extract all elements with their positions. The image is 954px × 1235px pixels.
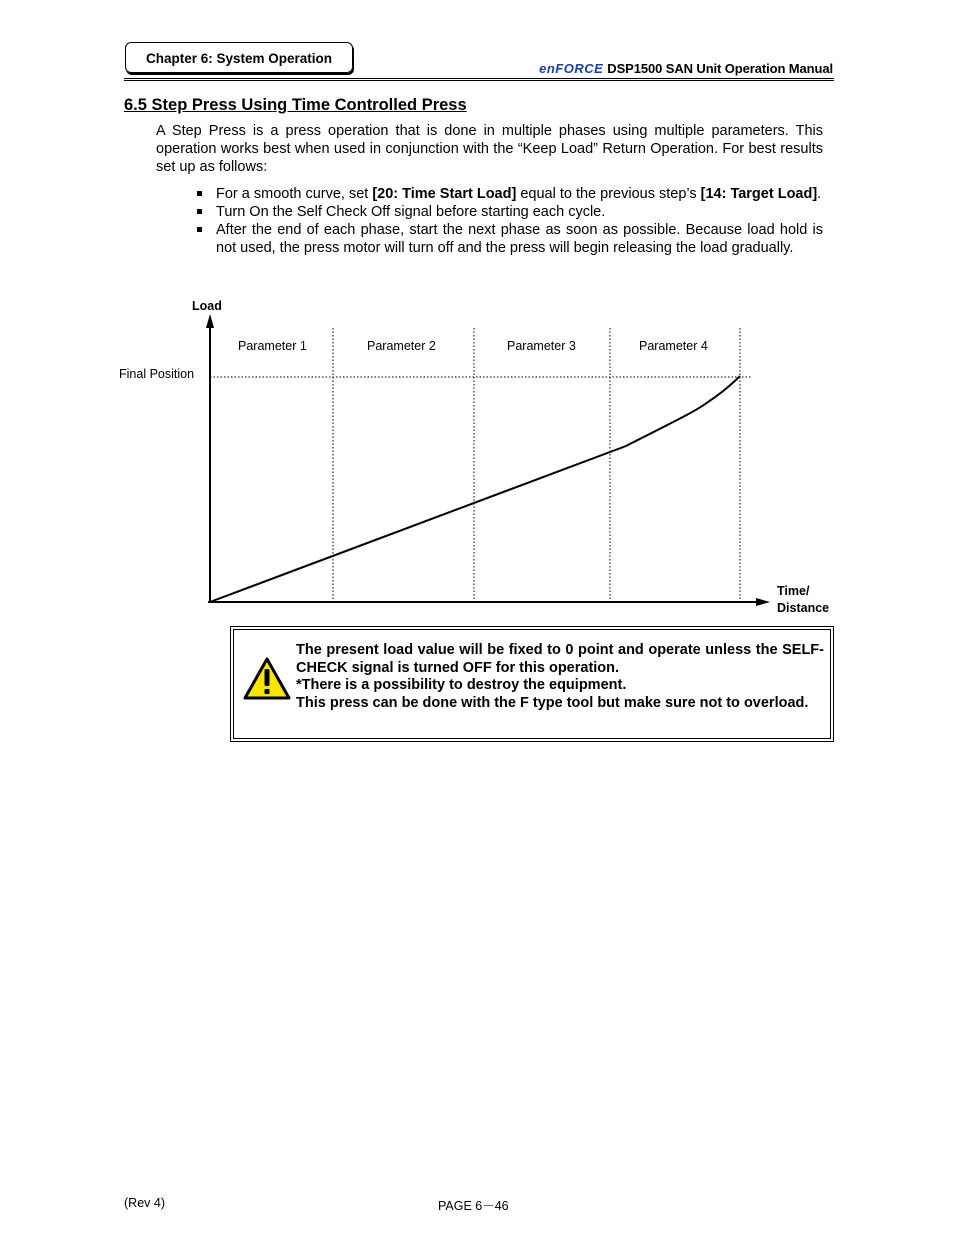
warning-line-2: *There is a possibility to destroy the equipment.	[296, 677, 627, 693]
y-axis-arrow	[206, 314, 214, 328]
warning-box	[230, 626, 834, 742]
revision-label: (Rev 4)	[124, 1196, 165, 1210]
setup-list-text: Turn On the Self Check Off signal before starting each cycle.	[216, 204, 606, 220]
manual-title: DSP1500 SAN Unit Operation Manual	[607, 61, 833, 76]
x-axis-label-line1: Time/	[777, 584, 810, 598]
page-number: PAGE 6－46	[438, 1199, 509, 1213]
warning-line-1: The present load value will be fixed to 0 point and operate unless the SELF-CHECK signal is turned OFF for this operation.	[296, 642, 824, 676]
phase-label-4: Parameter 4	[639, 339, 708, 353]
load-curve	[210, 376, 740, 602]
setup-list-text: equal to the previous step’s	[516, 186, 701, 202]
section-title: 6.5 Step Press Using Time Controlled Press	[124, 96, 467, 114]
setup-list-text: [20: Time Start Load]	[372, 186, 517, 202]
phase-label-3: Parameter 3	[507, 339, 576, 353]
setup-list-text: After the end of each phase, start the next phase as soon as possible. Because load hold is not used, the press motor will turn off and the press will begin releasing the load gradually.	[216, 222, 823, 256]
setup-list-text: .	[817, 186, 822, 202]
chapter-label: Chapter 6: System Operation	[125, 42, 353, 73]
y-axis-label: Load	[192, 299, 222, 313]
x-axis-label-line2: Distance	[777, 601, 830, 615]
warning-text	[296, 642, 824, 712]
final-position-label: Final Position	[119, 367, 195, 381]
warning-line-3: This press can be done with the F type tool but make sure not to overload.	[296, 694, 809, 711]
brand-logo: enFORCE	[539, 61, 604, 76]
phase-label-2: Parameter 2	[367, 339, 436, 353]
warning-triangle-icon	[243, 657, 291, 701]
intro-paragraph: A Step Press is a press operation that is done in multiple phases using multiple parameters. This operation works best when used in conjunction with the “Keep Load” Return Operation. For best results set up as follows:	[156, 123, 823, 175]
x-axis-arrow	[756, 598, 770, 606]
setup-list-text: For a smooth curve, set	[216, 186, 373, 202]
setup-list-text: [14: Target Load]	[700, 186, 818, 202]
phase-label-1: Parameter 1	[238, 339, 307, 353]
